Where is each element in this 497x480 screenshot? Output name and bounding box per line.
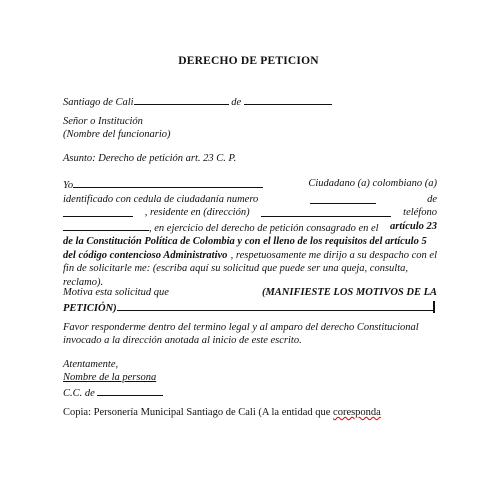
- reclamo-text: reclamo).: [63, 276, 104, 288]
- codigo-text: del código contencioso Administrativo: [63, 249, 228, 261]
- motivo-row-2: [63, 300, 437, 316]
- body-row-3: [63, 206, 437, 220]
- place-date-line: [63, 94, 332, 108]
- yo-label: Yo: [63, 180, 74, 191]
- cc-line: [63, 385, 163, 399]
- subject-line: Asunto: Derecho de petición art. 23 C. P.: [63, 153, 237, 164]
- city-label: Santiago de Cali: [63, 97, 134, 108]
- motivo-row-1: [63, 286, 437, 300]
- identificado-label: identificado con cedula de ciudadanía numero: [63, 193, 259, 205]
- body-paragraph: [63, 177, 437, 289]
- copia-text: Copia: Personería Municipal Santiago de Cali (A la entidad que: [63, 407, 331, 418]
- telefono-label: teléfono: [403, 207, 437, 218]
- text-cursor: [433, 301, 435, 313]
- day-month-blank: [134, 94, 229, 105]
- fin-text: fin de solicitarle me: (escriba aquí su solicitud que puede ser una queja, consulta,: [63, 263, 408, 274]
- signature-name: Nombre de la persona: [63, 372, 157, 383]
- address-blank: [261, 206, 391, 217]
- body-row-6: [63, 249, 437, 263]
- copia-line: [63, 407, 381, 418]
- expedition-blank: [63, 206, 133, 217]
- atentamente-text: Atentamente,: [63, 359, 119, 370]
- cc-blank: [97, 385, 163, 396]
- motivo-blank: [117, 300, 433, 311]
- favor-line1: Favor responderme dentro del termino legal y al amparo del derecho Constitucional: [63, 322, 419, 333]
- document-title: DERECHO DE PETICION: [178, 55, 319, 67]
- favor-line2: invocado a la dirección anotada al inicio de este escrito.: [63, 335, 302, 346]
- articulo23-text: artículo 23: [390, 220, 437, 232]
- recipient-line1: Señor o Institución: [63, 116, 143, 127]
- motivo-paragraph: [63, 286, 437, 315]
- cedula-blank: [310, 193, 376, 204]
- year-blank: [244, 94, 332, 105]
- de-label: de: [231, 97, 242, 108]
- motivo-prefix: Motiva esta solicitud que: [63, 287, 169, 298]
- body-row-1: [63, 177, 437, 193]
- cc-label: C.C. de: [63, 388, 95, 399]
- ejercicio-text: , en ejercicio del derecho de petición consagrado en el: [149, 222, 379, 234]
- body-row-4: [63, 220, 437, 236]
- motivo-caps1: (MANIFIESTE LOS MOTIVOS DE LA: [261, 287, 437, 298]
- body-row-2: [63, 193, 437, 207]
- ciudadano-label: Ciudadano (a) colombiano (a): [308, 178, 437, 189]
- de-city-label: de: [427, 193, 437, 205]
- motivo-caps2: PETICIÓN): [63, 302, 117, 314]
- phone-blank: [63, 220, 149, 231]
- constitucion-text: de la Constitución Política de Colombia y con el lleno de los requisitos del artículo 5: [63, 236, 427, 247]
- copia-misspelled-word: coresponda: [333, 407, 381, 418]
- name-blank: [73, 177, 263, 188]
- recipient-line2: (Nombre del funcionario): [63, 129, 171, 140]
- respetuosamente-text: , respetuosamente me dirijo a su despacho con el: [230, 249, 437, 261]
- residente-label: , residente en (dirección): [144, 207, 250, 218]
